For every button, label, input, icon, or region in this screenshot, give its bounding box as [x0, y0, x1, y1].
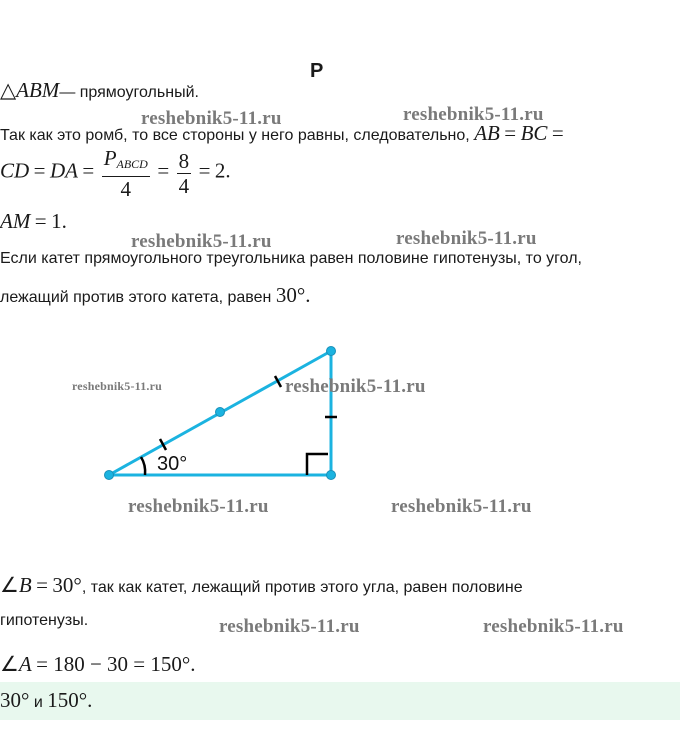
angle-a-expression: = 180 − 30 = 150°. — [36, 652, 196, 676]
perimeter-subscript: ABCD — [116, 157, 148, 171]
bc-label: BC — [520, 121, 548, 145]
eq-sign: = — [36, 573, 48, 597]
side-length-formula — [0, 146, 231, 201]
watermark: reshebnik5-11.ru — [141, 108, 282, 129]
watermark: reshebnik5-11.ru — [128, 496, 269, 517]
am-equals-one — [0, 209, 67, 234]
vertex-point — [105, 471, 114, 480]
answer-box — [0, 682, 680, 720]
rule-conclusion — [0, 283, 310, 308]
angle-label: 30° — [157, 453, 188, 475]
triangle-figure — [0, 330, 680, 500]
answer-value-2: 150°. — [47, 688, 93, 712]
eq-sign: = — [157, 158, 170, 183]
numeric-fraction — [177, 149, 192, 198]
leg-half-hypotenuse-rule: Если катет прямоугольного треугольника равен половине гипотенузы, то угол, — [0, 250, 582, 267]
rule-conclusion-text: лежащий против этого катета, равен — [0, 289, 272, 306]
watermark: reshebnik5-11.ru — [219, 616, 360, 637]
am-label: AM — [0, 209, 31, 233]
watermark: reshebnik5-11.ru — [131, 231, 272, 252]
watermark: reshebnik5-11.ru — [72, 379, 162, 393]
side-result: 2. — [214, 158, 231, 183]
watermark: reshebnik5-11.ru — [285, 376, 426, 397]
right-angle-mark — [307, 454, 328, 475]
fraction-denominator: 4 — [120, 177, 132, 201]
abm-rest: — прямоугольный. — [59, 84, 199, 101]
angle-a-statement — [0, 652, 196, 677]
abm-label: ABM — [16, 78, 60, 102]
watermark: reshebnik5-11.ru — [483, 616, 624, 637]
watermark: reshebnik5-11.ru — [391, 496, 532, 517]
am-value: 1. — [51, 209, 67, 233]
eq-sign: = — [504, 121, 517, 145]
eq-sign: = — [198, 158, 211, 183]
midpoint — [216, 408, 225, 417]
answer-value-1: 30° — [0, 688, 30, 712]
angle-b-value: 30° — [52, 573, 82, 597]
eq-sign: = — [34, 209, 47, 233]
cut-heading-letter: Р — [310, 60, 324, 82]
angle-arc — [141, 457, 145, 475]
cd-label: CD — [0, 158, 30, 183]
vertex-point — [327, 471, 336, 480]
eq-sign: = — [551, 121, 564, 145]
eq-sign: = — [33, 158, 46, 183]
a-label: A — [18, 652, 32, 676]
perimeter-symbol: P — [103, 146, 117, 170]
angle-symbol: ∠ — [0, 573, 19, 597]
watermark: reshebnik5-11.ru — [403, 104, 544, 125]
angle-symbol: ∠ — [0, 652, 19, 676]
eq-sign: = — [82, 158, 95, 183]
perimeter-fraction — [102, 146, 150, 201]
rhombus-text: Так как это ромб, то все стороны у него равны, следовательно, — [0, 127, 470, 144]
angle-b-text: , так как катет, лежащий против этого угла, равен половине — [81, 579, 523, 596]
angle-b-statement — [0, 573, 523, 598]
ab-label: AB — [474, 121, 500, 145]
fraction-denominator: 4 — [178, 174, 190, 198]
vertex-point — [327, 347, 336, 356]
watermark: reshebnik5-11.ru — [396, 228, 537, 249]
answer-and: и — [33, 694, 43, 711]
triangle-symbol: △ — [0, 78, 17, 102]
statement-abm-right — [0, 78, 199, 103]
b-label: B — [18, 573, 32, 597]
fraction-numerator: 8 — [178, 149, 190, 173]
hypotenuse-word: гипотенузы. — [0, 612, 89, 629]
angle-value: 30°. — [275, 283, 311, 307]
da-label: DA — [49, 158, 78, 183]
